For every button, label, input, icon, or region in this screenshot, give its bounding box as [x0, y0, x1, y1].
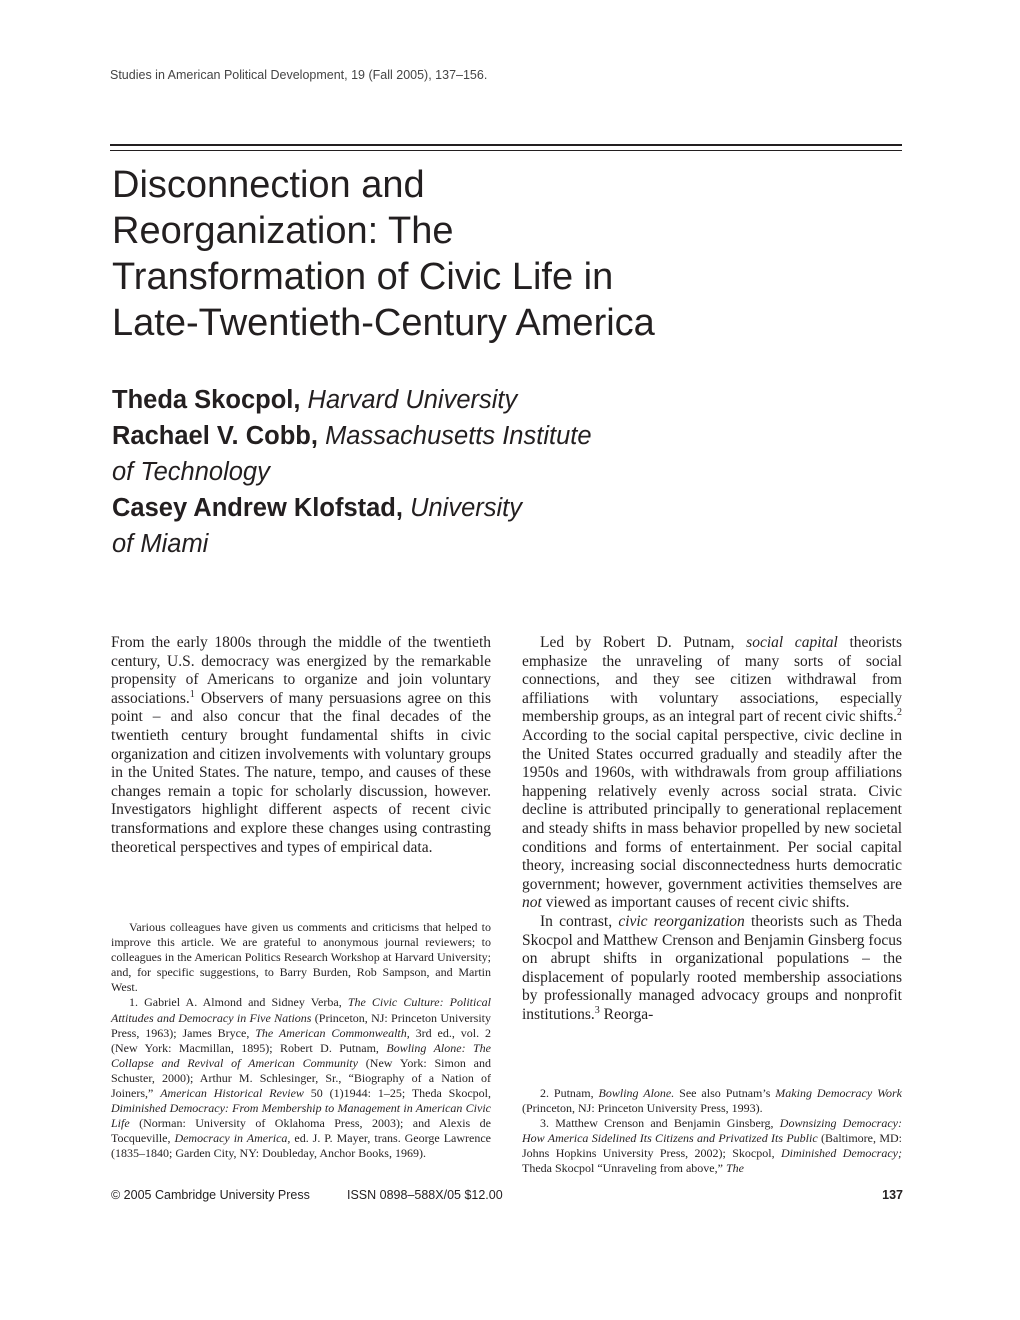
title-line-3: Transformation of Civic Life in	[112, 256, 614, 298]
issn-price: ISSN 0898–588X/05 $12.00	[347, 1188, 503, 1202]
author-2-affiliation: Massachusetts Institute	[325, 422, 592, 450]
author-1-affiliation: Harvard University	[307, 386, 518, 414]
author-1-name: Theda Skocpol,	[112, 386, 301, 414]
footnote-3: 3. Matthew Crenson and Benjamin Ginsberg, Downsizing Democracy: How America Sidelined Its Citizens and Privatized Its Public (Baltimore, MD: Johns Hopkins University Press, 2002); Skocpol, Diminished Democracy; Theda Skocpol “Unraveling from above,” The	[522, 1116, 903, 1176]
title-rule-thin	[110, 150, 902, 151]
acknowledgment-note: Various colleagues have given us comments and criticisms that helped to improve this article. We are grateful to anonymous journal reviewers; to colleagues in the American Politics Research Workshop at Harvard University; and, for specific suggestions, to Barry Burden, Rob Sampson, and Martin West.	[111, 920, 491, 995]
body-paragraph: Led by Robert D. Putnam, social capital theorists emphasize the unraveling of many sorts of social connections, and they see citizen withdrawal from affiliations with voluntary associations, especially membership groups, as an integral part of recent civic shifts.$^2$ According to the social capital perspective, civic decline in the United States occurred gradually and steadily after the 1950s and 1960s, with withdrawals from group affiliations happening relatively evenly across social strata. Civic decline is attributed principally to generational replacement and steady shifts in mass behavior propelled by new societal conditions and forms of entertainment. Per social capital theory, increasing social disconnectedness hurts democratic government; however, government activities themselves are not viewed as important causes of recent civic shifts.	[522, 634, 902, 912]
title-line-2: Reorganization: The	[112, 210, 454, 252]
title-line-1: Disconnection and	[112, 164, 425, 206]
author-3-name: Casey Andrew Klofstad,	[112, 494, 403, 522]
author-2	[112, 418, 812, 454]
body-column-left	[111, 634, 491, 857]
author-1	[112, 382, 812, 418]
footnote-1: 1. Gabriel A. Almond and Sidney Verba, The Civic Culture: Political Attitudes and Democracy in Five Nations (Princeton, NJ: Princeton University Press, 1963); James Bryce, The American Commonwealth, 3rd ed., vol. 2 (New York: Macmillan, 1895); Robert D. Putnam, Bowling Alone: The Collapse and Revival of American Community (New York: Simon and Schuster, 2000); Arthur M. Schlesinger, Sr., “Biography of a Nation of Joiners,” American Historical Review 50 (1)1944: 1–25; Theda Skocpol, Diminished Democracy: From Membership to Management in American Civic Life (Norman: University of Oklahoma Press, 2003); and Alexis de Tocqueville, Democracy in America, ed. J. P. Mayer, trans. George Lawrence (1835–1840; Garden City, NY: Doubleday, Anchor Books, 1969).	[111, 995, 492, 1161]
body-paragraph: In contrast, civic reorganization theorists such as Theda Skocpol and Matthew Crenson and Benjamin Ginsberg focus on abrupt shifts in organizational populations – the displacement of popularly rooted membership associations by professionally managed advocacy groups and nonprofit institutions.$^3$ Reorga-	[522, 912, 903, 1023]
footnote-ref: 2	[897, 707, 902, 719]
title-line-4: Late-Twentieth-Century America	[112, 302, 655, 344]
body-paragraph: From the early 1800s through the middle of the twentieth century, U.S. democracy was energized by the remarkable propensity of Americans to organize and join voluntary associations.$^1$ Observers of many persuasions agree on this point – and also concur that the final decades of the twentieth century brought fundamental shifts in civic organization and citizen involvements with voluntary groups in the United States. The nature, tempo, and causes of these changes remain a topic for scholarly discussion, however. Investigators highlight different aspects of recent civic transformations and explore these changes using contrasting theoretical perspectives and types of empirical data.	[111, 634, 491, 856]
body-column-right	[522, 634, 902, 1024]
footnotes-right	[522, 1086, 902, 1177]
footnotes-left	[111, 920, 491, 1162]
footnote-2: 2. Putnam, Bowling Alone. See also Putnam’s Making Democracy Work (Princeton, NJ: Princeton University Press, 1993).	[522, 1086, 903, 1116]
author-list	[112, 382, 812, 562]
author-3-affiliation-cont: of Miami	[112, 530, 209, 558]
author-3-affiliation: University	[410, 494, 522, 522]
footnote-ref: 1	[189, 688, 195, 700]
page-number: 137	[882, 1188, 903, 1202]
page-footer	[111, 1188, 903, 1206]
author-2-name: Rachael V. Cobb,	[112, 422, 318, 450]
author-3	[112, 490, 812, 526]
journal-citation: Studies in American Political Development, 19 (Fall 2005), 137–156.	[110, 68, 488, 82]
footnote-ref: 3	[594, 1004, 600, 1016]
copyright-notice: © 2005 Cambridge University Press	[111, 1188, 310, 1202]
title-rule-thick	[110, 144, 902, 146]
author-2-affiliation-cont: of Technology	[112, 458, 270, 486]
article-title	[112, 162, 812, 346]
